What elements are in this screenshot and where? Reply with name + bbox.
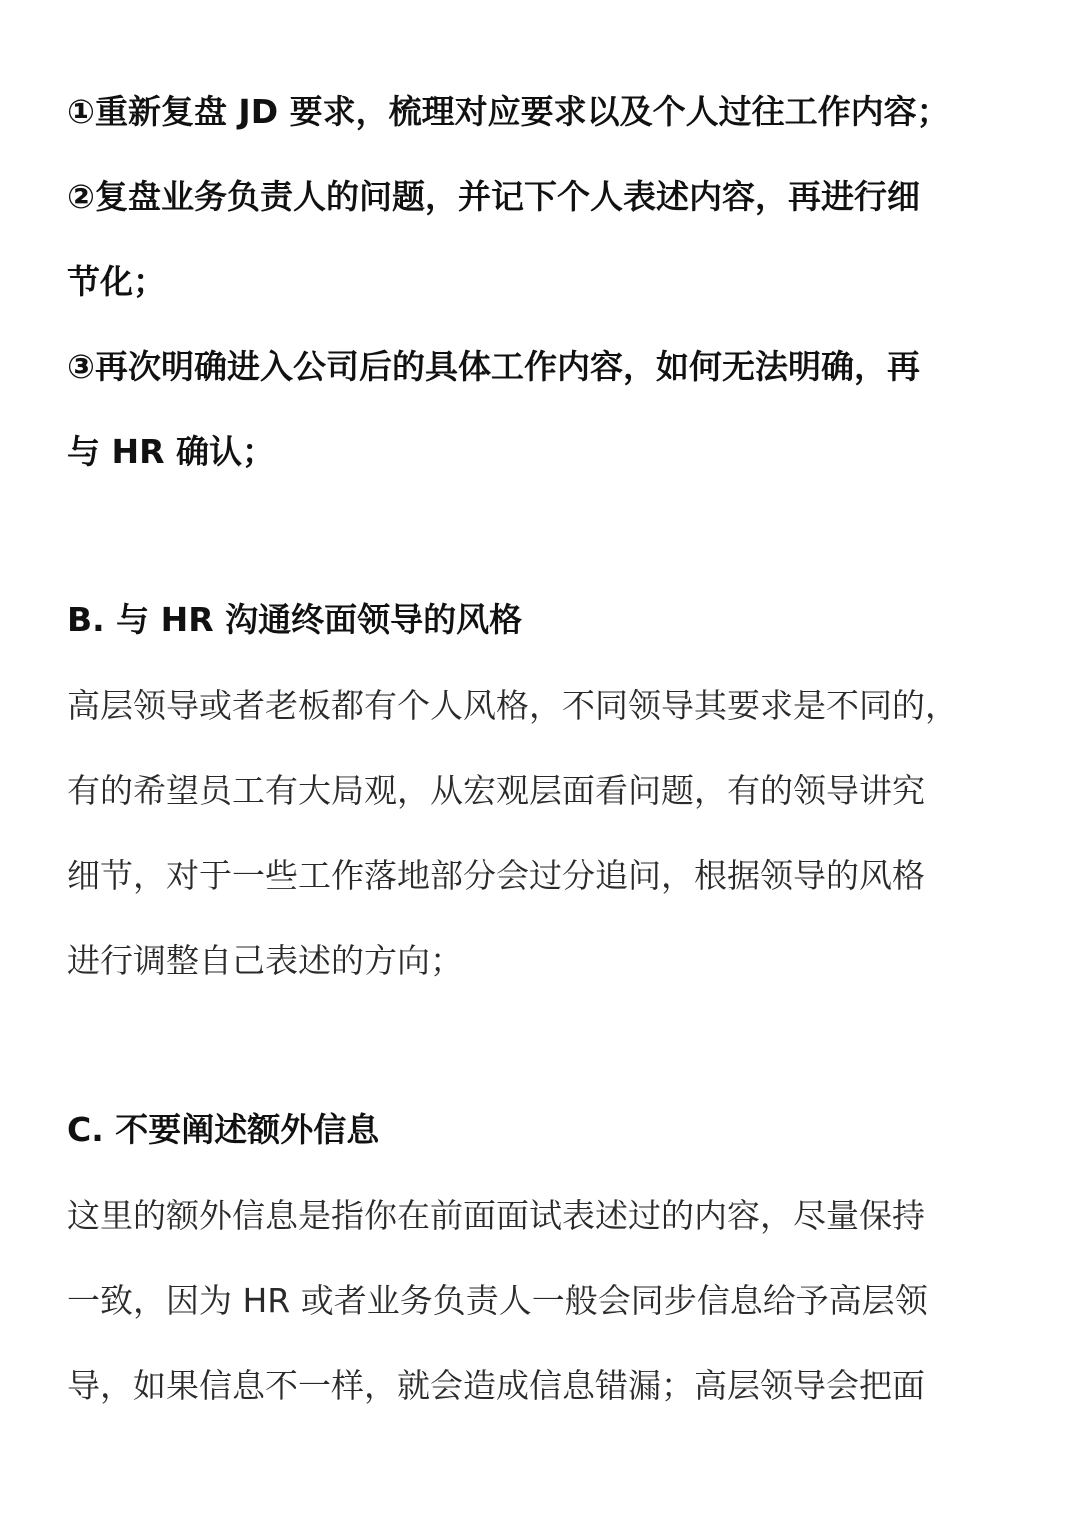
section-c-paragraph-line: 导，如果信息不一样，就会造成信息错漏；高层领导会把面 bbox=[67, 1366, 925, 1405]
section-c-paragraph-line: 这里的额外信息是指你在前面面试表述过的内容，尽量保持 bbox=[67, 1196, 925, 1235]
section-b-paragraph-line: 有的希望员工有大局观，从宏观层面看问题，有的领导讲究 bbox=[67, 771, 925, 810]
section-b-paragraph-line: 细节，对于一些工作落地部分会过分追问，根据领导的风格 bbox=[67, 856, 925, 895]
section-c-paragraph-line: 一致，因为 HR 或者业务负责人一般会同步信息给予高层领 bbox=[67, 1281, 928, 1320]
section-b-heading: B. 与 HR 沟通终面领导的风格 bbox=[67, 600, 523, 639]
section-b-paragraph-line: 进行调整自己表述的方向； bbox=[67, 941, 463, 980]
step-1-line: ①重新复盘 JD 要求，梳理对应要求以及个人过往工作内容； bbox=[67, 92, 950, 131]
step-3-continuation: 与 HR 确认； bbox=[67, 432, 276, 471]
section-b-paragraph-line: 高层领导或者老板都有个人风格，不同领导其要求是不同的， bbox=[67, 686, 958, 725]
step-2-continuation: 节化； bbox=[67, 262, 166, 301]
step-3-line: ③再次明确进入公司后的具体工作内容，如何无法明确，再 bbox=[67, 347, 920, 386]
step-2-line: ②复盘业务负责人的问题，并记下个人表述内容，再进行细 bbox=[67, 177, 920, 216]
section-c-heading: C. 不要阐述额外信息 bbox=[67, 1110, 380, 1149]
